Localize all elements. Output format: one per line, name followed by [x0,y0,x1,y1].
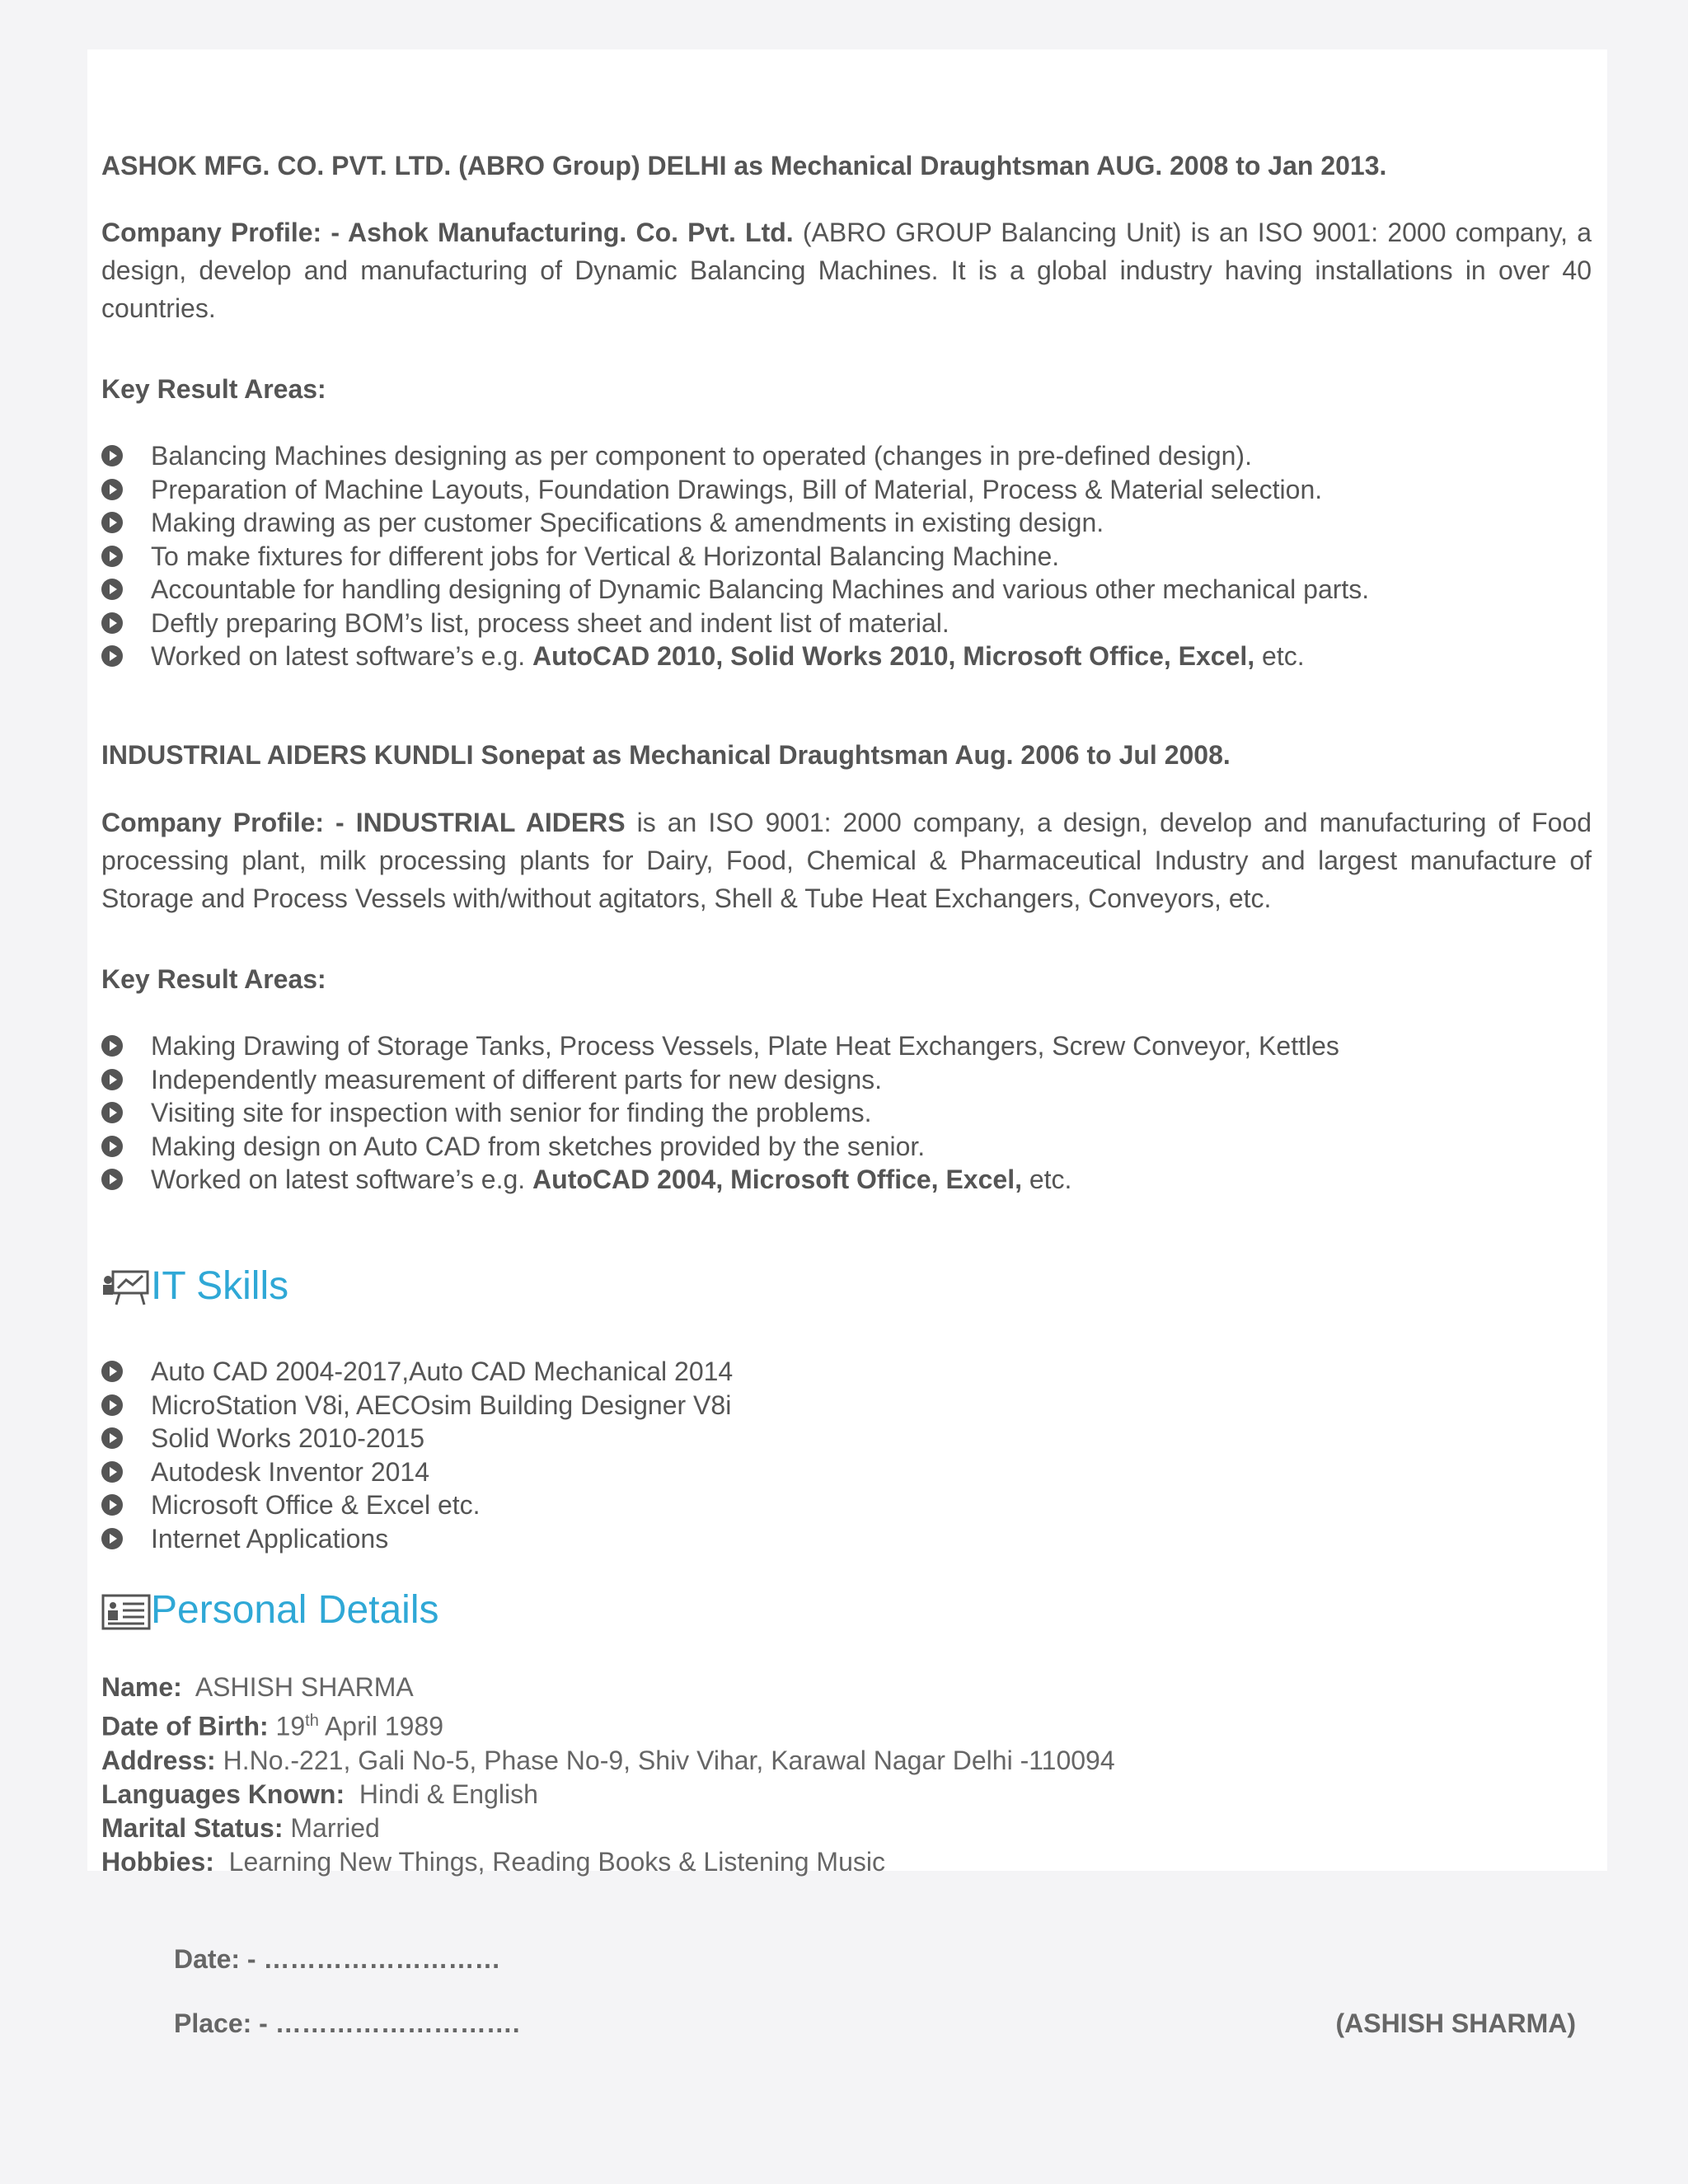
it-skills-list [101,1355,733,1555]
list-item: Solid Works 2010-2015 [101,1422,733,1455]
detail-hobbies: Hobbies: Learning New Things, Reading Books & Listening Music [101,1846,885,1877]
bullet-icon [101,1069,123,1090]
company-profile-text: (ABRO GROUP Balancing Unit) is an ISO 9001: 2000 company, a design, develop and manufacturing of Dynamic Balancing Machines. It is a global industry having installations in over 40 countries. [101,218,1592,323]
list-item: Visiting site for inspection with senior for finding the problems. [101,1096,1339,1130]
list-item: Making Drawing of Storage Tanks, Process Vessels, Plate Heat Exchangers, Screw Conveyor, Kettles [101,1029,1339,1063]
list-item: Balancing Machines designing as per component to operated (changes in pre-defined design). [101,439,1369,473]
list-item: Autodesk Inventor 2014 [101,1455,733,1489]
list-item: Making design on Auto CAD from sketches provided by the senior. [101,1130,1339,1164]
bullet-icon [101,612,123,634]
bullet-icon [101,579,123,600]
bullet-icon [101,1169,123,1190]
list-item: Worked on latest software’s e.g. AutoCAD 2010, Solid Works 2010, Microsoft Office, Excel, etc. [101,640,1369,673]
list-item: Accountable for handling designing of Dynamic Balancing Machines and various other mechanical parts. [101,573,1369,607]
bullet-icon [101,1361,123,1382]
list-item: MicroStation V8i, AECOsim Building Designer V8i [101,1389,733,1422]
presentation-chart-icon [101,1268,151,1308]
bullet-icon [101,1102,123,1123]
bullet-icon [101,546,123,567]
bullet-icon [101,1394,123,1416]
list-item: Deftly preparing BOM’s list, process sheet and indent list of material. [101,607,1369,640]
list-item: Making drawing as per customer Specifications & amendments in existing design. [101,506,1369,540]
section-title: Personal Details [151,1588,439,1632]
list-item: Worked on latest software’s e.g. AutoCAD 2004, Microsoft Office, Excel, etc. [101,1163,1339,1197]
bullet-icon [101,1528,123,1549]
bullet-icon [101,1461,123,1483]
company-profile-label: Company Profile: - Ashok Manufacturing. Co. Pvt. Ltd. [101,218,794,247]
bullet-icon [101,645,123,667]
company-profile-text: is an ISO 9001: 2000 company, a design, develop and manufacturing of Food processing plant, milk processing plants for Dairy, Food, Chemical & Pharmaceutical Industry and largest manufacture of Storage and Process Vessels with/without agitators, Shell & Tube Heat Exchangers, Conveyors, etc. [101,808,1592,913]
detail-name: Name: ASHISH SHARMA [101,1672,414,1702]
list-item: To make fixtures for different jobs for Vertical & Horizontal Balancing Machine. [101,540,1369,574]
key-result-areas-heading: Key Result Areas: [101,374,326,404]
detail-address: Address: H.No.-221, Gali No-5, Phase No-9, Shiv Vihar, Karawal Nagar Delhi -110094 [101,1745,1115,1775]
personal-details-list [101,1671,1115,1879]
section-title: IT Skills [151,1264,289,1308]
bullet-icon [101,1494,123,1516]
company-profile [101,804,1592,917]
list-item: Preparation of Machine Layouts, Foundation Drawings, Bill of Material, Process & Material selection. [101,473,1369,507]
detail-marital-status: Marital Status: Married [101,1812,380,1843]
job-title: ASHOK MFG. CO. PVT. LTD. (ABRO Group) DELHI as Mechanical Draughtsman AUG. 2008 to Jan 2013. [101,151,1387,180]
company-profile [101,213,1592,327]
bullet-icon [101,445,123,466]
bullet-icon [101,479,123,500]
company-profile-label: Company Profile: - INDUSTRIAL AIDERS [101,808,626,837]
it-skills-heading [101,1265,288,1308]
key-result-areas-list [101,1029,1339,1197]
list-item: Auto CAD 2004-2017,Auto CAD Mechanical 2014 [101,1355,733,1389]
key-result-areas-list [101,439,1369,673]
detail-dob: Date of Birth: 19th April 1989 [101,1711,444,1741]
bullet-icon [101,1136,123,1157]
list-item: Independently measurement of different parts for new designs. [101,1063,1339,1097]
footer-date: Date: - ……………………… [174,1944,501,1974]
bullet-icon [101,1035,123,1057]
id-card-icon [101,1592,151,1632]
job-title: INDUSTRIAL AIDERS KUNDLI Sonepat as Mechanical Draughtsman Aug. 2006 to Jul 2008. [101,740,1231,770]
bullet-icon [101,1427,123,1449]
list-item: Microsoft Office & Excel etc. [101,1488,733,1522]
footer-signature: (ASHISH SHARMA) [1335,2008,1576,2038]
key-result-areas-heading: Key Result Areas: [101,964,326,994]
personal-details-heading [101,1589,439,1632]
footer-place: Place: - ………………………. [174,2008,520,2038]
bullet-icon [101,512,123,533]
detail-languages: Languages Known: Hindi & English [101,1779,538,1809]
list-item: Internet Applications [101,1522,733,1556]
